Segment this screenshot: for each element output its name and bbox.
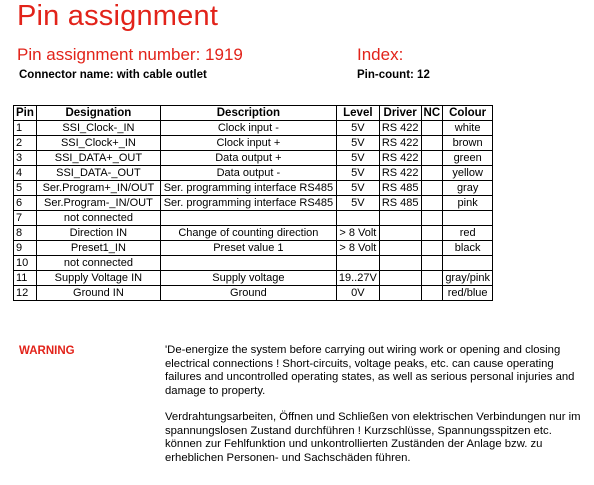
cell-description: Data output -	[160, 166, 336, 181]
cell-driver	[379, 271, 421, 286]
cell-pin: 6	[14, 196, 37, 211]
cell-nc	[421, 166, 443, 181]
cell-designation: Preset1_IN	[36, 241, 160, 256]
cell-colour: green	[443, 151, 493, 166]
cell-colour: yellow	[443, 166, 493, 181]
cell-pin: 5	[14, 181, 37, 196]
cell-description: Supply voltage	[160, 271, 336, 286]
cell-pin: 8	[14, 226, 37, 241]
cell-nc	[421, 196, 443, 211]
cell-driver: RS 422	[379, 151, 421, 166]
cell-colour: red/blue	[443, 286, 493, 301]
cell-colour	[443, 211, 493, 226]
header-driver: Driver	[379, 106, 421, 121]
cell-colour: brown	[443, 136, 493, 151]
table-row	[14, 211, 493, 226]
page-title: Pin assignment	[17, 0, 219, 32]
cell-designation: not connected	[36, 256, 160, 271]
pin-count: Pin-count: 12	[357, 69, 430, 81]
cell-nc	[421, 256, 443, 271]
cell-nc	[421, 226, 443, 241]
header-designation: Designation	[36, 106, 160, 121]
cell-driver	[379, 286, 421, 301]
warning-text-en: 'De-energize the system before carrying out wiring work or opening and closing electrical connections ! Short-circuits, voltage peaks, etc. can cause operating failures and uncontrolled operating states, as well as serious personal injuries and damage to property.	[165, 344, 575, 397]
header-colour: Colour	[443, 106, 493, 121]
cell-level: > 8 Volt	[336, 241, 379, 256]
cell-pin: 11	[14, 271, 37, 286]
cell-level: 5V	[336, 196, 379, 211]
cell-designation: Direction IN	[36, 226, 160, 241]
cell-pin: 7	[14, 211, 37, 226]
cell-nc	[421, 181, 443, 196]
cell-driver	[379, 241, 421, 256]
cell-designation: SSI_DATA-_OUT	[36, 166, 160, 181]
cell-designation: Supply Voltage IN	[36, 271, 160, 286]
cell-colour: red	[443, 226, 493, 241]
cell-colour: black	[443, 241, 493, 256]
cell-designation: Ground IN	[36, 286, 160, 301]
cell-designation: Ser.Program+_IN/OUT	[36, 181, 160, 196]
header-pin: Pin	[14, 106, 37, 121]
cell-level: 5V	[336, 166, 379, 181]
cell-level	[336, 256, 379, 271]
cell-driver: RS 485	[379, 181, 421, 196]
cell-level: 19..27V	[336, 271, 379, 286]
cell-pin: 9	[14, 241, 37, 256]
warning-text-de: Verdrahtungsarbeiten, Öffnen und Schließen von elektrischen Verbindungen nur im spannungslosen Zustand durchführen ! Kurzschlüsse, Spannungsspitzen etc. können zur Fehlfunktion und unkontrollierten Zuständen der Anlage bzw. zu erheblichen Personen- und Sachschäden führen.	[165, 411, 581, 464]
cell-description: Change of counting direction	[160, 226, 336, 241]
index-label: Index:	[357, 45, 404, 64]
cell-colour: gray/pink	[443, 271, 493, 286]
cell-nc	[421, 121, 443, 136]
table-header-row	[14, 106, 493, 121]
pin-table-body	[14, 121, 493, 301]
table-row	[14, 121, 493, 136]
header-description: Description	[160, 106, 336, 121]
table-row	[14, 196, 493, 211]
header-nc: NC	[421, 106, 443, 121]
cell-nc	[421, 211, 443, 226]
cell-description: Ground	[160, 286, 336, 301]
table-row	[14, 136, 493, 151]
cell-driver	[379, 256, 421, 271]
cell-pin: 1	[14, 121, 37, 136]
cell-driver	[379, 226, 421, 241]
header-level: Level	[336, 106, 379, 121]
cell-description: Clock input +	[160, 136, 336, 151]
cell-pin: 2	[14, 136, 37, 151]
cell-designation: SSI_DATA+_OUT	[36, 151, 160, 166]
cell-driver: RS 485	[379, 196, 421, 211]
cell-description: Preset value 1	[160, 241, 336, 256]
table-row	[14, 256, 493, 271]
table-row	[14, 181, 493, 196]
cell-colour: pink	[443, 196, 493, 211]
cell-nc	[421, 271, 443, 286]
cell-level: 0V	[336, 286, 379, 301]
cell-designation: SSI_Clock+_IN	[36, 136, 160, 151]
cell-pin: 10	[14, 256, 37, 271]
cell-description: Ser. programming interface RS485	[160, 181, 336, 196]
cell-pin: 12	[14, 286, 37, 301]
warning-text	[165, 344, 585, 478]
cell-designation: SSI_Clock-_IN	[36, 121, 160, 136]
connector-name: Connector name: with cable outlet	[19, 69, 207, 81]
cell-driver: RS 422	[379, 136, 421, 151]
cell-description: Clock input -	[160, 121, 336, 136]
cell-colour: white	[443, 121, 493, 136]
cell-nc	[421, 286, 443, 301]
table-row	[14, 226, 493, 241]
cell-driver: RS 422	[379, 166, 421, 181]
cell-level: 5V	[336, 181, 379, 196]
cell-pin: 3	[14, 151, 37, 166]
cell-level: > 8 Volt	[336, 226, 379, 241]
pin-assignment-number: Pin assignment number: 1919	[17, 45, 243, 64]
cell-description: Data output +	[160, 151, 336, 166]
table-row	[14, 241, 493, 256]
cell-colour: gray	[443, 181, 493, 196]
table-row	[14, 151, 493, 166]
cell-driver: RS 422	[379, 121, 421, 136]
cell-driver	[379, 211, 421, 226]
cell-description	[160, 256, 336, 271]
cell-level: 5V	[336, 136, 379, 151]
cell-nc	[421, 151, 443, 166]
warning-label: WARNING	[19, 345, 75, 357]
table-row	[14, 271, 493, 286]
cell-nc	[421, 136, 443, 151]
cell-designation: not connected	[36, 211, 160, 226]
cell-nc	[421, 241, 443, 256]
cell-designation: Ser.Program-_IN/OUT	[36, 196, 160, 211]
cell-description: Ser. programming interface RS485	[160, 196, 336, 211]
table-row	[14, 166, 493, 181]
cell-level	[336, 211, 379, 226]
cell-level: 5V	[336, 121, 379, 136]
cell-pin: 4	[14, 166, 37, 181]
cell-colour	[443, 256, 493, 271]
cell-description	[160, 211, 336, 226]
cell-level: 5V	[336, 151, 379, 166]
pin-table	[13, 105, 493, 301]
table-row	[14, 286, 493, 301]
